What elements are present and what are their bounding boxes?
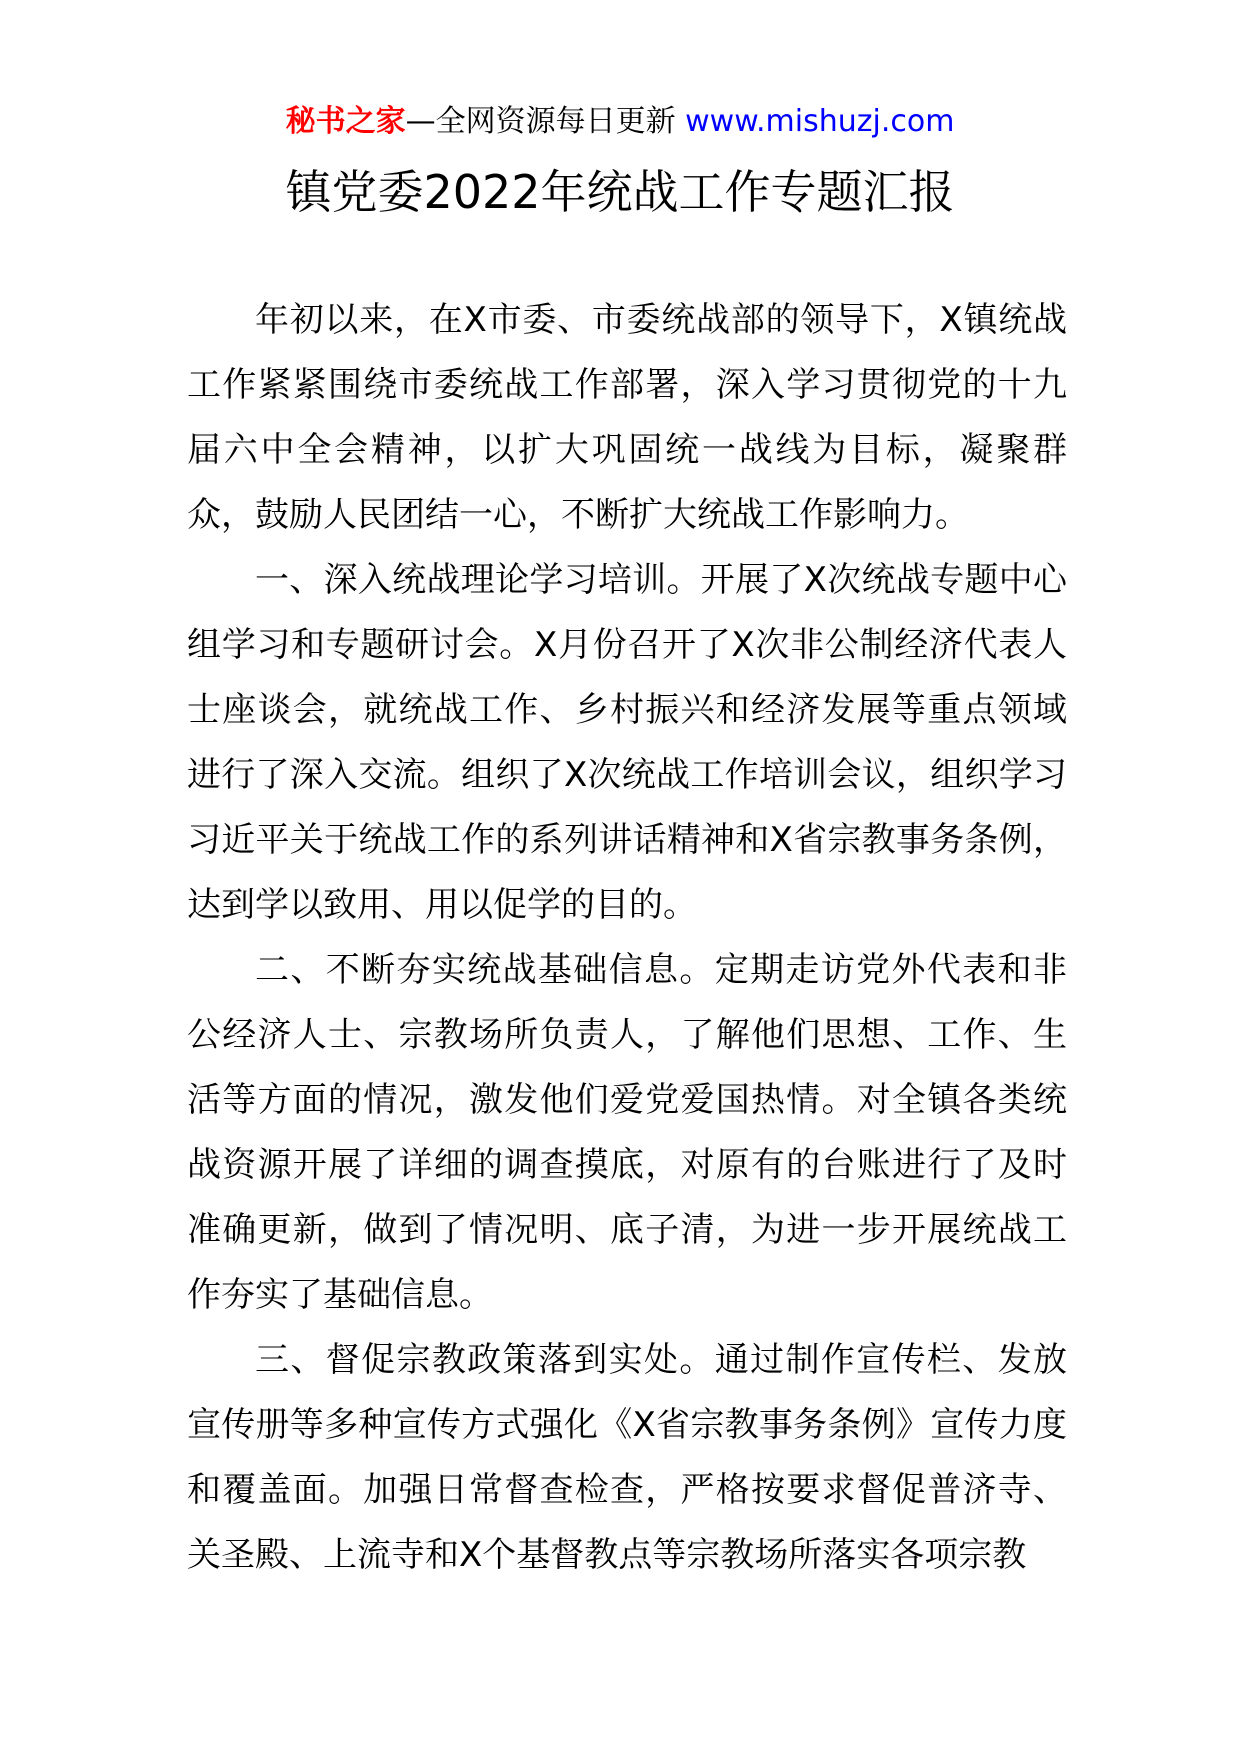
paragraph-section-3: 三、督促宗教政策落到实处。通过制作宣传栏、发放宣传册等多种宣传方式强化《X省宗教事务条例》宣传力度和覆盖面。加强日常督查检查，严格按要求督促普济寺、关圣殿、上流寺和X个基督教点等宗教场所落实各项宗教 (187, 1340, 1067, 1575)
site-brand: 秘书之家 (285, 104, 406, 139)
site-tagline: —全网资源每日更新 (405, 104, 676, 139)
document-title: 镇党委2022年统战工作专题汇报 (285, 165, 955, 219)
paragraph-section-2: 二、不断夯实统战基础信息。定期走访党外代表和非公经济人士、宗教场所负责人，了解他们思想、工作、生活等方面的情况，激发他们爱党爱国热情。对全镇各类统战资源开展了详细的调查摸底，对原有的台账进行了及时准确更新，做到了情况明、底子清，为进一步开展统战工作夯实了基础信息。 (187, 950, 1067, 1315)
document-body (187, 288, 1067, 1588)
site-url-link[interactable]: www.mishuzj.com (685, 104, 955, 139)
paragraph-intro: 年初以来，在X市委、市委统战部的领导下，X镇统战工作紧紧围绕市委统战工作部署，深入学习贯彻党的十九届六中全会精神，以扩大巩固统一战线为目标，凝聚群众，鼓励人民团结一心，不断扩大统战工作影响力。 (187, 300, 1067, 535)
site-header (0, 100, 1240, 144)
paragraph-section-1: 一、深入统战理论学习培训。开展了X次统战专题中心组学习和专题研讨会。X月份召开了X次非公制经济代表人士座谈会，就统战工作、乡村振兴和经济发展等重点领域进行了深入交流。组织了X次统战工作培训会议，组织学习习近平关于统战工作的系列讲话精神和X省宗教事务条例，达到学以致用、用以促学的目的。 (187, 560, 1067, 925)
